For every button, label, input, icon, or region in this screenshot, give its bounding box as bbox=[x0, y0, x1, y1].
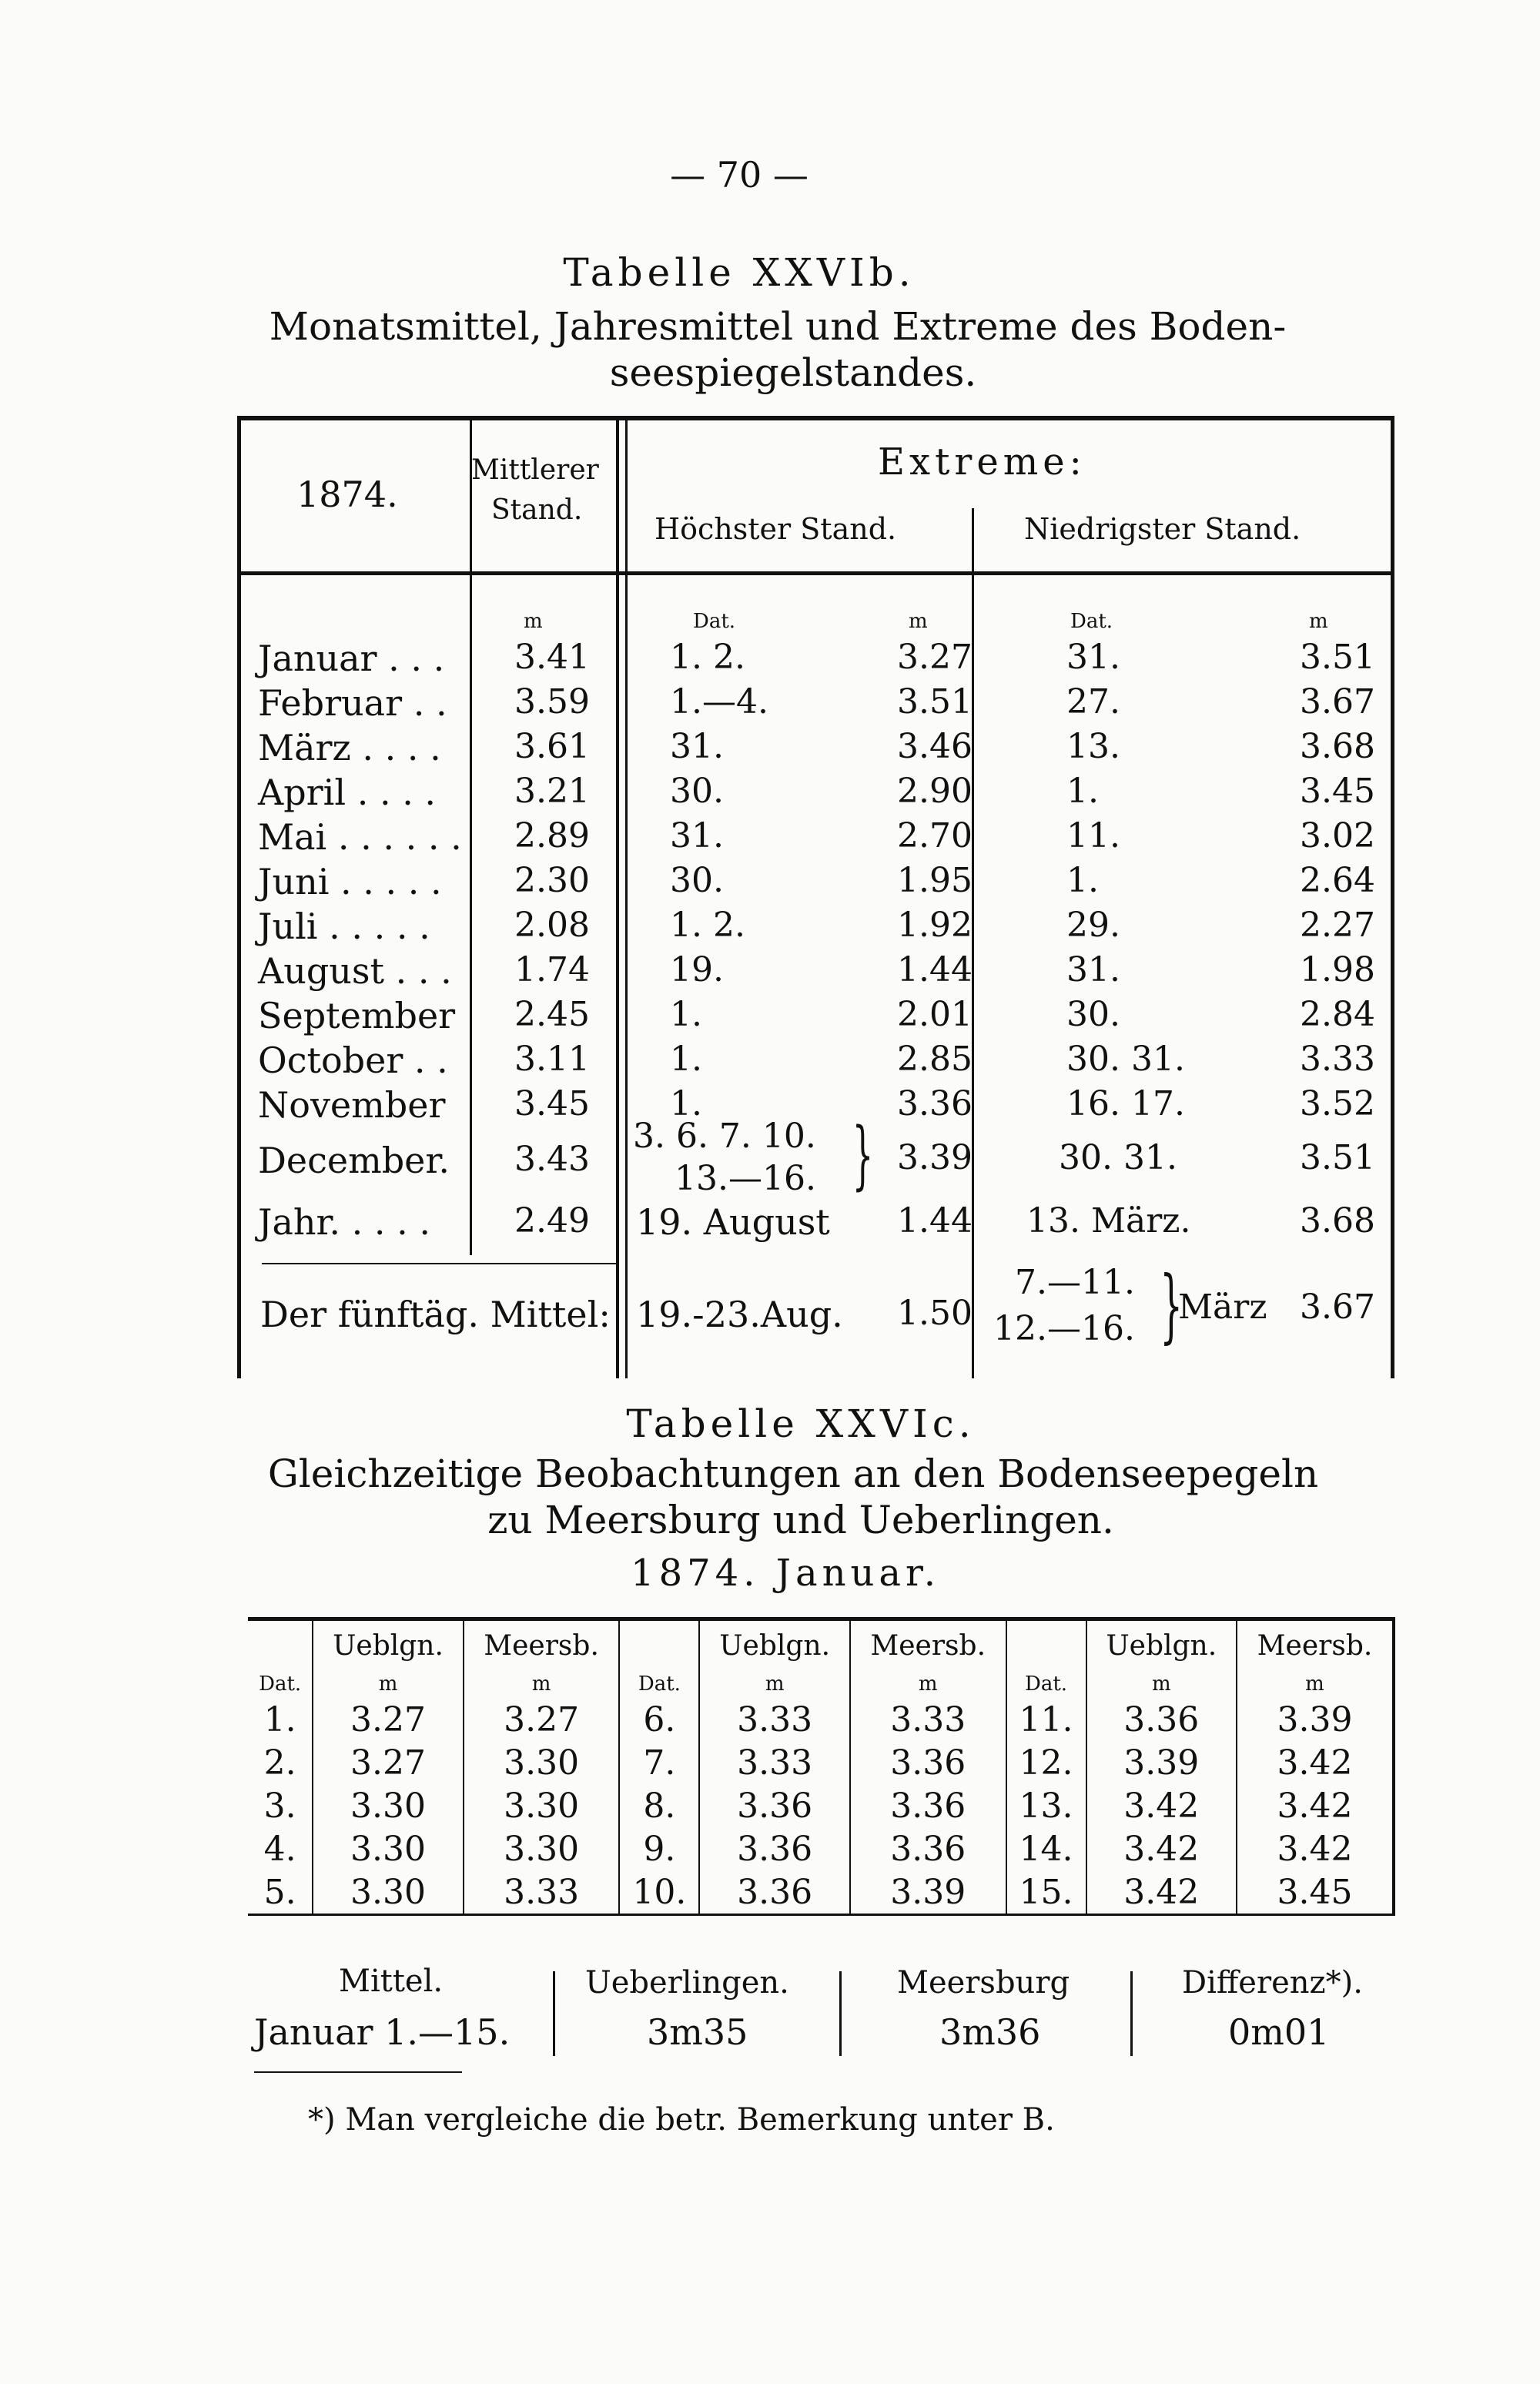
mean-diff-value: 0m01 bbox=[1228, 2011, 1330, 2053]
row-month: Januar . . . bbox=[258, 638, 445, 679]
table-b-title: Tabelle XXVIb. bbox=[563, 250, 916, 295]
col-ueb-2: Ueblgn. bbox=[699, 1619, 850, 1671]
row-lo-val: 1.98 bbox=[1300, 950, 1375, 989]
table-c-subtitle-3: 1874. Januar. bbox=[631, 1552, 940, 1595]
december-month: December. bbox=[258, 1140, 450, 1181]
cell-u2: 3.36 bbox=[699, 1870, 850, 1915]
unit-m-1: m bbox=[313, 1670, 464, 1698]
row-lo-date: 29. bbox=[1066, 906, 1120, 945]
mean-ueb-value: 3m35 bbox=[647, 2011, 748, 2053]
cell-d3: 14. bbox=[1019, 1829, 1073, 1869]
row-hi-val: 1.95 bbox=[897, 861, 973, 900]
five-day-lo-month: März bbox=[1178, 1287, 1267, 1327]
december-hi-val: 3.39 bbox=[897, 1138, 973, 1177]
cell-d2: 7. bbox=[643, 1743, 676, 1783]
row-month: Februar . . bbox=[258, 682, 447, 724]
row-month: Mai . . . . . . bbox=[258, 816, 462, 858]
row-hi-val: 3.36 bbox=[897, 1084, 973, 1123]
table-row bbox=[248, 1870, 1394, 1915]
year-mean: 2.49 bbox=[514, 1201, 590, 1241]
row-hi-date: 19. bbox=[670, 950, 724, 989]
row-hi-val: 2.70 bbox=[897, 816, 973, 855]
cell-u1: 3.30 bbox=[313, 1870, 464, 1915]
row-month: März . . . . bbox=[258, 727, 441, 768]
december-hi-date-1: 3. 6. 7. 10. bbox=[633, 1117, 816, 1156]
cell-m3: 3.39 bbox=[1237, 1698, 1394, 1741]
row-hi-val: 2.85 bbox=[897, 1040, 973, 1079]
header-year: 1874. bbox=[296, 474, 398, 515]
row-hi-date: 1. 2. bbox=[670, 906, 745, 945]
table-c-subtitle-2: zu Meersburg und Ueberlingen. bbox=[487, 1498, 1114, 1542]
row-mean: 3.61 bbox=[514, 727, 590, 766]
row-lo-date: 30. bbox=[1066, 995, 1120, 1034]
row-mean: 3.21 bbox=[514, 772, 590, 811]
year-lo-val: 3.68 bbox=[1300, 1201, 1375, 1241]
table-c-title: Tabelle XXVIc. bbox=[626, 1401, 976, 1446]
header-extremes: Extreme: bbox=[878, 440, 1086, 484]
footnote: *) Man vergleiche die betr. Bemerkung unter B. bbox=[308, 2102, 1055, 2138]
cell-m1: 3.33 bbox=[464, 1870, 620, 1915]
unit-m-4: m bbox=[850, 1670, 1006, 1698]
cell-m1: 3.27 bbox=[464, 1698, 620, 1741]
december-mean: 3.43 bbox=[514, 1140, 590, 1179]
unit-hi-date: Dat. bbox=[693, 610, 736, 633]
col-mee-3: Meersb. bbox=[1237, 1619, 1394, 1671]
row-lo-date: 1. bbox=[1066, 861, 1099, 900]
cell-m2: 3.33 bbox=[850, 1698, 1006, 1741]
row-hi-date: 1. bbox=[670, 995, 702, 1034]
cell-d1: 2. bbox=[263, 1743, 296, 1783]
row-mean: 1.74 bbox=[514, 950, 590, 989]
col-ueb-1: Ueblgn. bbox=[313, 1619, 464, 1671]
year-hi-date: 19. August bbox=[636, 1201, 830, 1243]
row-hi-val: 1.44 bbox=[897, 950, 973, 989]
cell-m1: 3.30 bbox=[464, 1784, 620, 1827]
row-month: October . . bbox=[258, 1040, 448, 1081]
unit-dat-1: Dat. bbox=[259, 1672, 302, 1696]
cell-d3: 12. bbox=[1019, 1743, 1073, 1783]
unit-mean: m bbox=[524, 610, 543, 633]
mean-diff-val bbox=[1228, 2011, 1329, 2053]
mean-mee-val bbox=[939, 2011, 1040, 2053]
cell-d2: 10. bbox=[632, 1872, 687, 1912]
row-mean: 2.30 bbox=[514, 861, 590, 900]
table-c-body bbox=[248, 1698, 1394, 1915]
mean-mee-value: 3m36 bbox=[939, 2011, 1041, 2053]
row-lo-val: 2.27 bbox=[1300, 906, 1375, 945]
cell-u1: 3.27 bbox=[313, 1741, 464, 1784]
row-lo-date: 27. bbox=[1066, 682, 1120, 722]
table-c-subtitle-1: Gleichzeitige Beobachtungen an den Bodenseepegeln bbox=[267, 1451, 1319, 1496]
cell-u2: 3.33 bbox=[699, 1741, 850, 1784]
unit-dat-3: Dat. bbox=[1024, 1672, 1068, 1696]
table-row bbox=[248, 1827, 1394, 1870]
year-lo-date: 13. März. bbox=[1026, 1201, 1191, 1241]
row-mean: 2.89 bbox=[514, 816, 590, 855]
row-lo-date: 31. bbox=[1066, 950, 1120, 989]
row-hi-date: 1. 2. bbox=[670, 638, 745, 677]
row-mean: 3.11 bbox=[514, 1040, 590, 1079]
row-month: Juni . . . . . bbox=[258, 861, 442, 902]
cell-m2: 3.39 bbox=[850, 1870, 1006, 1915]
row-lo-date: 31. bbox=[1066, 638, 1120, 677]
table-row bbox=[248, 1784, 1394, 1827]
year-hi-val: 1.44 bbox=[897, 1201, 973, 1241]
cell-d3: 15. bbox=[1019, 1872, 1073, 1912]
row-hi-val: 3.46 bbox=[897, 727, 973, 766]
cell-d1: 4. bbox=[263, 1829, 296, 1869]
cell-d3: 13. bbox=[1019, 1786, 1073, 1826]
row-hi-val: 2.90 bbox=[897, 772, 973, 811]
header-highest: Höchster Stand. bbox=[654, 512, 897, 546]
row-lo-val: 2.64 bbox=[1300, 861, 1375, 900]
row-hi-date: 30. bbox=[670, 772, 724, 811]
row-hi-val: 2.01 bbox=[897, 995, 973, 1034]
header-mean-1: Mittlerer bbox=[471, 454, 599, 486]
cell-u3: 3.42 bbox=[1086, 1784, 1237, 1827]
table-c bbox=[248, 1617, 1395, 1916]
row-month: April . . . . bbox=[258, 772, 437, 813]
cell-u1: 3.30 bbox=[313, 1827, 464, 1870]
unit-m-5: m bbox=[1086, 1670, 1237, 1698]
cell-u2: 3.36 bbox=[699, 1827, 850, 1870]
unit-hi-val: m bbox=[909, 610, 928, 633]
row-hi-date: 1. bbox=[670, 1084, 702, 1123]
page-number: — 70 — bbox=[670, 154, 808, 196]
table-b-subtitle-1: Monatsmittel, Jahresmittel und Extreme des Boden- bbox=[269, 304, 1287, 349]
row-month: Juli . . . . . bbox=[258, 906, 430, 947]
cell-u1: 3.30 bbox=[313, 1784, 464, 1827]
cell-d2: 8. bbox=[643, 1786, 676, 1826]
cell-m1: 3.30 bbox=[464, 1741, 620, 1784]
row-lo-date: 16. 17. bbox=[1066, 1084, 1185, 1123]
mean-label-2: Januar 1.—15. bbox=[254, 2011, 511, 2053]
cell-u3: 3.39 bbox=[1086, 1741, 1237, 1784]
row-lo-date: 13. bbox=[1066, 727, 1120, 766]
unit-m-2: m bbox=[464, 1670, 620, 1698]
row-month: September bbox=[258, 995, 456, 1036]
cell-u3: 3.42 bbox=[1086, 1827, 1237, 1870]
five-day-lo-val: 3.67 bbox=[1300, 1287, 1375, 1327]
cell-m3: 3.45 bbox=[1237, 1870, 1394, 1915]
row-hi-val: 3.51 bbox=[897, 682, 973, 722]
unit-lo-val: m bbox=[1309, 610, 1328, 633]
row-month: August . . . bbox=[258, 950, 452, 992]
header-lowest: Niedrigster Stand. bbox=[1024, 512, 1301, 546]
row-mean: 3.41 bbox=[514, 638, 590, 677]
mean-ueb-label: Ueberlingen. bbox=[585, 1965, 789, 2001]
mean-ueb-val bbox=[647, 2011, 748, 2053]
row-lo-val: 3.33 bbox=[1300, 1040, 1375, 1079]
five-day-brace: } bbox=[1160, 1258, 1183, 1352]
cell-m2: 3.36 bbox=[850, 1741, 1006, 1784]
table-row bbox=[248, 1698, 1394, 1741]
cell-m3: 3.42 bbox=[1237, 1784, 1394, 1827]
five-day-hi-val: 1.50 bbox=[897, 1294, 973, 1333]
header-mean-2: Stand. bbox=[491, 494, 583, 526]
row-month: November bbox=[258, 1084, 446, 1126]
december-lo-date: 30. 31. bbox=[1059, 1138, 1177, 1177]
row-lo-val: 2.84 bbox=[1300, 995, 1375, 1034]
year-month: Jahr. . . . . bbox=[258, 1201, 431, 1243]
row-lo-val: 3.68 bbox=[1300, 727, 1375, 766]
row-hi-date: 1.—4. bbox=[670, 682, 768, 722]
row-lo-val: 3.02 bbox=[1300, 816, 1375, 855]
december-brace: } bbox=[852, 1112, 874, 1198]
row-mean: 2.08 bbox=[514, 906, 590, 945]
cell-d1: 1. bbox=[263, 1699, 296, 1739]
row-mean: 2.45 bbox=[514, 995, 590, 1034]
cell-m2: 3.36 bbox=[850, 1784, 1006, 1827]
unit-m-3: m bbox=[699, 1670, 850, 1698]
unit-lo-date: Dat. bbox=[1070, 610, 1113, 633]
mean-mee-label: Meersburg bbox=[897, 1965, 1070, 2001]
december-hi-date-2: 13.—16. bbox=[675, 1159, 816, 1198]
cell-d2: 9. bbox=[643, 1829, 676, 1869]
cell-u2: 3.33 bbox=[699, 1698, 850, 1741]
five-day-lo-date-2: 12.—16. bbox=[993, 1309, 1135, 1348]
col-mee-2: Meersb. bbox=[850, 1619, 1006, 1671]
row-lo-date: 1. bbox=[1066, 772, 1099, 811]
december-lo-val: 3.51 bbox=[1300, 1138, 1375, 1177]
cell-d1: 3. bbox=[263, 1786, 296, 1826]
cell-u3: 3.36 bbox=[1086, 1698, 1237, 1741]
col-ueb-3: Ueblgn. bbox=[1086, 1619, 1237, 1671]
cell-u3: 3.42 bbox=[1086, 1870, 1237, 1915]
cell-m3: 3.42 bbox=[1237, 1741, 1394, 1784]
col-mee-1: Meersb. bbox=[464, 1619, 620, 1671]
cell-d3: 11. bbox=[1019, 1699, 1073, 1739]
cell-d1: 5. bbox=[263, 1872, 296, 1912]
row-mean: 3.59 bbox=[514, 682, 590, 722]
row-hi-date: 31. bbox=[670, 816, 724, 855]
mean-label-1: Mittel. bbox=[339, 1964, 444, 1999]
five-day-label: Der fünftäg. Mittel: bbox=[260, 1294, 611, 1335]
table-b-subtitle-2: seespiegelstandes. bbox=[609, 350, 977, 395]
cell-u1: 3.27 bbox=[313, 1698, 464, 1741]
unit-dat-2: Dat. bbox=[638, 1672, 681, 1696]
row-lo-val: 3.52 bbox=[1300, 1084, 1375, 1123]
mean-diff-label: Differenz*). bbox=[1182, 1965, 1363, 2001]
row-lo-date: 30. 31. bbox=[1066, 1040, 1185, 1079]
five-day-hi-date: 19.-23.Aug. bbox=[636, 1294, 843, 1335]
row-hi-date: 1. bbox=[670, 1040, 702, 1079]
row-lo-date: 11. bbox=[1066, 816, 1120, 855]
cell-d2: 6. bbox=[643, 1699, 676, 1739]
unit-m-6: m bbox=[1237, 1670, 1394, 1698]
row-lo-val: 3.67 bbox=[1300, 682, 1375, 722]
cell-u2: 3.36 bbox=[699, 1784, 850, 1827]
cell-m3: 3.42 bbox=[1237, 1827, 1394, 1870]
row-hi-date: 31. bbox=[670, 727, 724, 766]
row-lo-val: 3.45 bbox=[1300, 772, 1375, 811]
cell-m1: 3.30 bbox=[464, 1827, 620, 1870]
row-hi-val: 1.92 bbox=[897, 906, 973, 945]
row-hi-val: 3.27 bbox=[897, 638, 973, 677]
five-day-lo-date-1: 7.—11. bbox=[1015, 1263, 1135, 1302]
cell-m2: 3.36 bbox=[850, 1827, 1006, 1870]
row-lo-val: 3.51 bbox=[1300, 638, 1375, 677]
row-hi-date: 30. bbox=[670, 861, 724, 900]
row-mean: 3.45 bbox=[514, 1084, 590, 1123]
table-row bbox=[248, 1741, 1394, 1784]
